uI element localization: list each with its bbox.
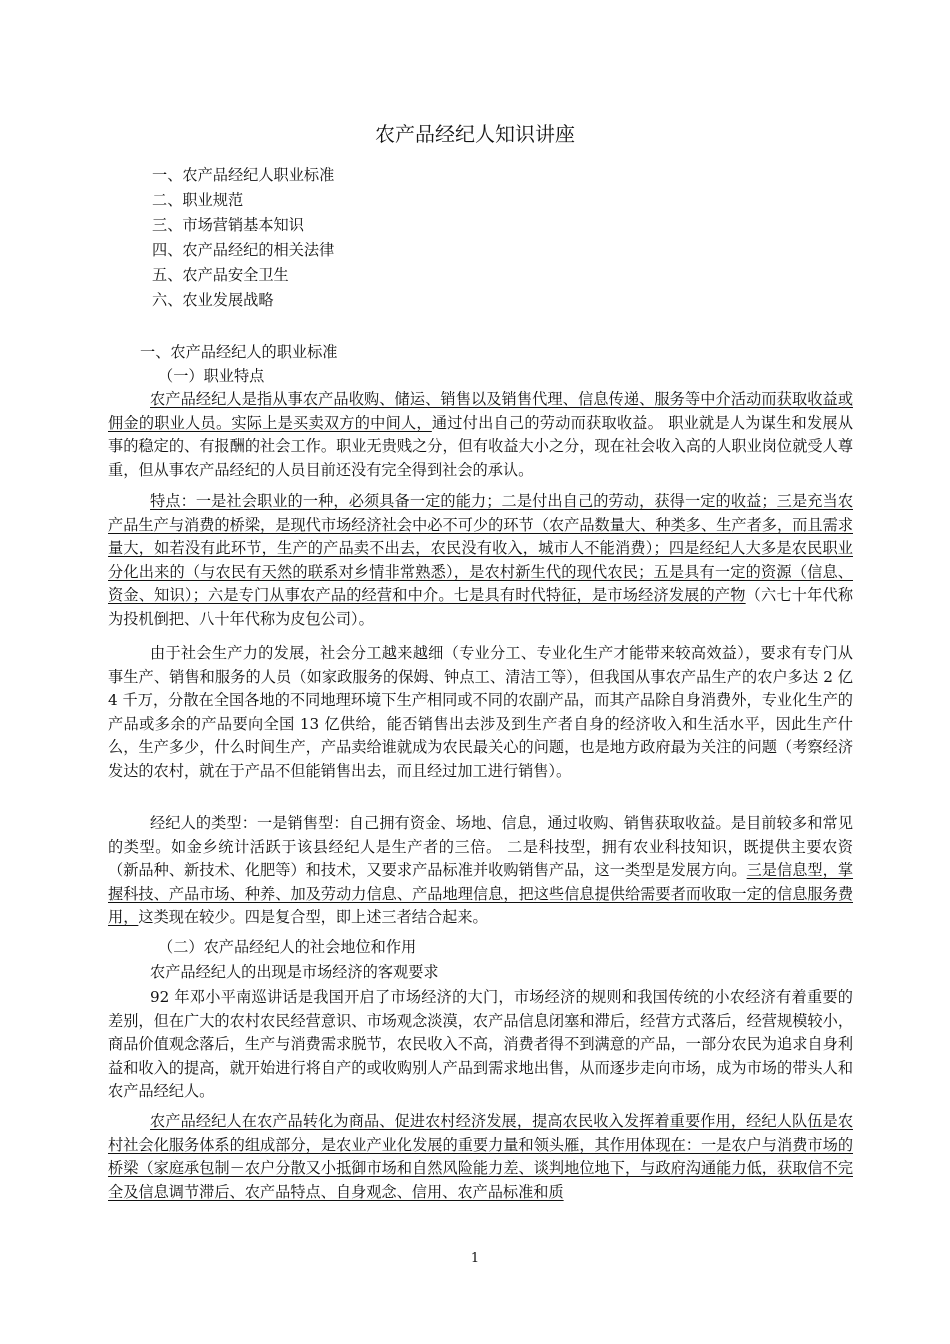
toc-item: 三、市场营销基本知识 bbox=[152, 216, 304, 234]
toc-item: 六、农业发展战略 bbox=[152, 291, 274, 309]
table-of-contents bbox=[152, 163, 334, 313]
toc-item: 一、农产品经纪人职业标准 bbox=[152, 166, 335, 184]
paragraph-background: 由于社会生产力的发展，社会分工越来越细（专业分工、专业化生产才能带来较高效益），要求有专门从事生产、销售和服务的人员（如家政服务的保姆、钟点工、清洁工等），但我国从事农产品生产的农户多达 2 亿 4 千万，分散在全国各地的不同地理环境下生产相同或不同的农副产品，而其产品除自身消费外，专业化生产的产品或多余的产品要向全国 13 亿供给，能否销售出去涉及到生产者自身的经济收入和生活水平，因此生产什么，生产多少，什么时间生产，产品卖给谁就成为农民最关心的问题，也是地方政府最为关注的问题（考察经济发达的农村，就在于产品不但能销售出去，而且经过加工进行销售）。 bbox=[108, 644, 853, 780]
paragraph-statement: 农产品经纪人的出现是市场经济的客观要求 bbox=[150, 963, 439, 981]
paragraph-text: （六七十年代称为投机倒把、八十年代称为皮包公司）。 bbox=[108, 586, 854, 628]
underlined-text: 特点：一是社会职业的一种，必须具备一定的能力；二是付出自己的劳动，获得一定的收益；三是充当农产品生产与消费的桥梁，是现代市场经济社会中必不可少的环节（农产品数量大、种类多、生产者多，而且需求量大，如若没有此环节，生产的产品卖不出去，农民没有收入，城市人不能消费）；四是经纪人大多是农民职业分化出来的（与农民有天然的联系对乡情非常熟悉），是农村新生代的现代农民；五是具有一定的资源（信息、资金、知识）；六是专门从事农产品的经营和中介。七是具有时代特征，是市场经济发展的产物 bbox=[108, 492, 853, 604]
toc-item: 二、职业规范 bbox=[152, 191, 244, 209]
underlined-text: 农产品经纪人是指从事农产品收购、储运、销售以及销售代理、信息传递、服务等中介活动而获取收益或佣金的职业人员。实际上是买卖双方的中间人， bbox=[108, 390, 853, 432]
underlined-text: 三是信息型，掌握科技、产品市场、种养、加及劳动力信息、产品地理信息，把这些信息提供给需要者而收取一定的信息服务费用， bbox=[108, 861, 854, 926]
paragraph-text: 通过付出自己的劳动而获取收益。 职业就是人为谋生和发展从事的稳定的、有报酬的社会工作。职业无贵贱之分，但有收益大小之分，现在社会收入高的人职业岗位就受人尊重，但从事农产品经纪的人员目前还没有完全得到社会的承认。 bbox=[108, 413, 854, 479]
paragraph-definition bbox=[108, 388, 853, 482]
subsection-heading: （二）农产品经纪人的社会地位和作用 bbox=[158, 938, 417, 956]
paragraph-role bbox=[108, 1110, 853, 1204]
document-title: 农产品经纪人知识讲座 bbox=[375, 122, 575, 146]
toc-item: 五、农产品安全卫生 bbox=[152, 266, 289, 284]
paragraph-text: 经纪人的类型：一是销售型：自己拥有资金、场地、信息，通过收购、销售获取收益。是目前较多和常见的类型。如金乡统计活跃于该县经纪人是生产者的三倍。 二是科技型，拥有农业科技知识，既提供主要农资（新品种、新技术、化肥等）和技术，又要求产品标准并收购销售产品，这一类型是发展方向。 bbox=[108, 814, 853, 879]
paragraph-history: 92 年邓小平南巡讲话是我国开启了市场经济的大门，市场经济的规则和我国传统的小农经济有着重要的差别，但在广大的农村农民经营意识、市场观念淡漠，农产品信息闭塞和滞后，经营方式落后，经营规模较小，商品价值观念落后，生产与消费需求脱节，农民收入不高，消费者得不到满意的产品，一部分农民为追求自身利益和收入的提高，就开始进行将自产的或收购别人产品到需求地出售，从而逐步走向市场，成为市场的带头人和农产品经纪人。 bbox=[108, 988, 853, 1100]
paragraph-characteristics bbox=[108, 490, 853, 631]
page-number: 1 bbox=[470, 1251, 480, 1266]
subsection-heading: （一）职业特点 bbox=[158, 367, 265, 385]
paragraph-types bbox=[108, 812, 853, 930]
toc-item: 四、农产品经纪的相关法律 bbox=[152, 241, 335, 259]
paragraph-text: 这类现在较少。四是复合型，即上述三者结合起来。 bbox=[138, 908, 488, 926]
underlined-text: 农产品经纪人在农产品转化为商品、促进农村经济发展，提高农民收入发挥着重要作用，经纪人队伍是农村社会化服务体系的组成部分，是农业产业化发展的重要力量和领头雁，其作用体现在：一是农户与消费市场的桥梁（家庭承包制－农户分散又小抵御市场和自然风险能力差、谈判地位地下，与政府沟通能力低，获取信不完全及信息调节滞后、农产品特点、自身观念、信用、农产品标准和质 bbox=[108, 1112, 853, 1201]
section-heading: 一、农产品经纪人的职业标准 bbox=[140, 343, 338, 361]
